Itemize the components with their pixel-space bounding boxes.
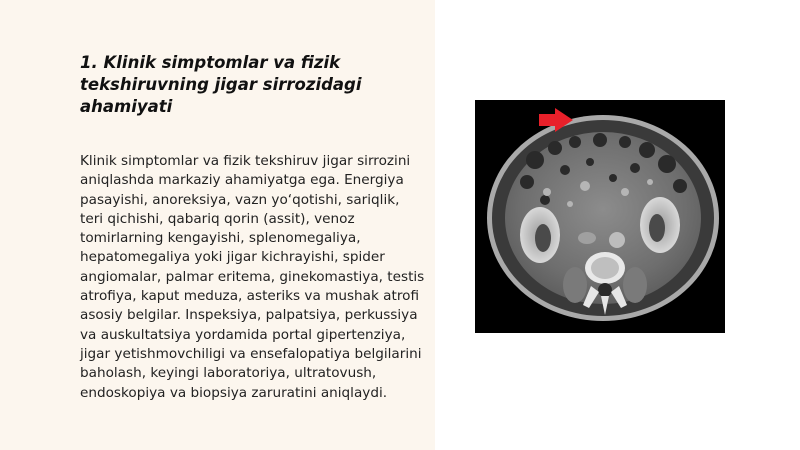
ct-scan-image <box>475 100 725 333</box>
ct-scan-graphic <box>475 100 725 333</box>
slide-title: 1. Klinik simptomlar va fizik tekshiruvning jigar sirrozidagi ahamiyati <box>80 53 362 116</box>
slide-body-text: Klinik simptomlar va fizik tekshiruv jigar sirrozini aniqlashda markaziy ahamiyatga ega. Energiya pasayishi, anoreksiya, vazn yo‘qotishi, sariqlik, teri qichishi, qabariq qorin (assit), venoz tomirlarning kengayishi, splenomegaliya, hepatomegaliya yoki jigar kichrayishi, spider angiomalar, palmar eritema, ginekomastiya, testis atrofiya, kaput meduza, asteriks va mushak atrofi asosiy belgilar. Inspeksiya, palpatsiya, perkussiya va auskultatsiya yordamida portal gipertenziya, jigar yetishmovchiligi va ensefalopatiya belgilarini baholash, keyingi laboratoriya, ultratovush, endoskopiya va biopsiya zaruratini aniqlaydi. <box>80 153 425 401</box>
ivc <box>578 232 596 244</box>
spinal-canal <box>598 283 612 297</box>
aorta <box>609 232 625 248</box>
